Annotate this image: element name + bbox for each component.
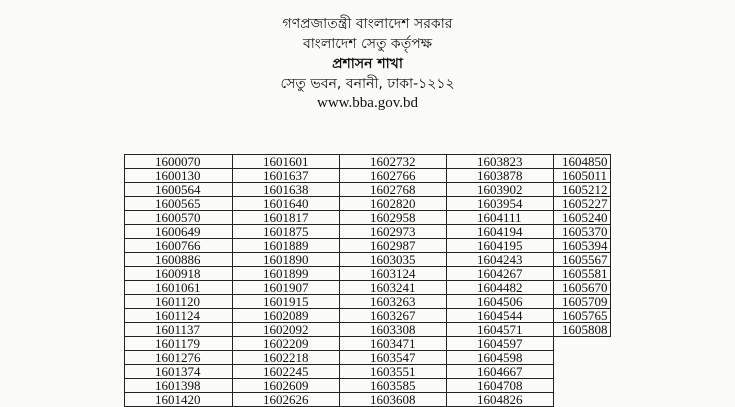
roll-number-cell: 1602609 — [233, 379, 340, 393]
roll-number-cell: 1602973 — [340, 225, 447, 239]
roll-number-cell: 1605765 — [554, 309, 611, 323]
roll-number-cell: 1601124 — [125, 309, 233, 323]
roll-number-cell: 1605011 — [554, 169, 611, 183]
roll-number-cell: 1605808 — [554, 323, 611, 337]
table-row — [125, 169, 611, 183]
roll-number-cell: 1600565 — [125, 197, 233, 211]
roll-number-cell: 1605212 — [554, 183, 611, 197]
roll-number-cell: 1601179 — [125, 337, 233, 351]
roll-number-cell: 1600570 — [125, 211, 233, 225]
roll-number-cell: 1602732 — [340, 155, 447, 169]
roll-number-cell: 1604506 — [447, 295, 554, 309]
roll-number-cell: 1604850 — [554, 155, 611, 169]
roll-number-cell: 1601817 — [233, 211, 340, 225]
authority-name: বাংলাদেশ সেতু কর্তৃপক্ষ — [302, 36, 433, 52]
roll-number-cell: 1602768 — [340, 183, 447, 197]
roll-number-cell: 1604194 — [447, 225, 554, 239]
roll-number-cell: 1601276 — [125, 351, 233, 365]
roll-number-cell: 1600649 — [125, 225, 233, 239]
roll-number-cell: 1603547 — [340, 351, 447, 365]
roll-number-cell: 1604597 — [447, 337, 554, 351]
roll-number-cell: 1601420 — [125, 393, 233, 407]
roll-number-cell: 1603035 — [340, 253, 447, 267]
roll-number-cell: 1600564 — [125, 183, 233, 197]
table-row — [125, 225, 611, 239]
roll-number-cell: 1601120 — [125, 295, 233, 309]
roll-number-cell: 1603263 — [340, 295, 447, 309]
roll-number-cell: 1603551 — [340, 365, 447, 379]
roll-number-cell: 1601637 — [233, 169, 340, 183]
roll-number-cell: 1601907 — [233, 281, 340, 295]
roll-number-cell: 1601899 — [233, 267, 340, 281]
roll-number-cell: 1601890 — [233, 253, 340, 267]
roll-number-cell — [554, 337, 611, 351]
table-row — [125, 323, 611, 337]
table-row — [125, 197, 611, 211]
roll-number-cell: 1600766 — [125, 239, 233, 253]
roll-number-cell: 1605240 — [554, 211, 611, 225]
roll-number-cell: 1603823 — [447, 155, 554, 169]
roll-number-cell: 1601374 — [125, 365, 233, 379]
roll-number-cell: 1602987 — [340, 239, 447, 253]
roll-number-cell: 1604544 — [447, 309, 554, 323]
roll-number-cell: 1605670 — [554, 281, 611, 295]
roll-number-cell: 1604482 — [447, 281, 554, 295]
roll-number-table — [124, 154, 611, 407]
roll-number-cell: 1601137 — [125, 323, 233, 337]
roll-number-cell: 1601638 — [233, 183, 340, 197]
roll-number-cell: 1601398 — [125, 379, 233, 393]
roll-number-cell: 1605567 — [554, 253, 611, 267]
government-title: গণপ্রজাতন্ত্রী বাংলাদেশ সরকার — [282, 16, 453, 32]
roll-number-table-body — [125, 155, 611, 407]
roll-number-cell: 1601601 — [233, 155, 340, 169]
roll-number-cell: 1603902 — [447, 183, 554, 197]
website-link[interactable]: www.bba.gov.bd — [317, 95, 418, 111]
roll-number-cell: 1601061 — [125, 281, 233, 295]
roll-number-cell: 1603608 — [340, 393, 447, 407]
table-row — [125, 211, 611, 225]
roll-number-cell: 1605370 — [554, 225, 611, 239]
table-row — [125, 309, 611, 323]
roll-number-cell: 1602245 — [233, 365, 340, 379]
table-row — [125, 295, 611, 309]
roll-number-cell — [554, 351, 611, 365]
roll-number-cell: 1603471 — [340, 337, 447, 351]
roll-number-cell: 1601915 — [233, 295, 340, 309]
roll-number-cell: 1602958 — [340, 211, 447, 225]
roll-number-cell: 1600918 — [125, 267, 233, 281]
roll-number-cell: 1602218 — [233, 351, 340, 365]
roll-number-cell: 1603241 — [340, 281, 447, 295]
roll-number-cell: 1601875 — [233, 225, 340, 239]
roll-number-cell: 1603878 — [447, 169, 554, 183]
table-row — [125, 281, 611, 295]
roll-number-cell: 1605394 — [554, 239, 611, 253]
roll-number-cell: 1603308 — [340, 323, 447, 337]
roll-number-cell: 1603585 — [340, 379, 447, 393]
roll-number-cell: 1602766 — [340, 169, 447, 183]
roll-number-cell: 1602626 — [233, 393, 340, 407]
roll-number-cell: 1604708 — [447, 379, 554, 393]
roll-number-cell: 1602092 — [233, 323, 340, 337]
table-row — [125, 239, 611, 253]
roll-number-cell: 1602209 — [233, 337, 340, 351]
roll-number-cell: 1604826 — [447, 393, 554, 407]
roll-number-cell: 1602089 — [233, 309, 340, 323]
roll-number-cell: 1604111 — [447, 211, 554, 225]
table-row — [125, 337, 611, 351]
table-row — [125, 365, 611, 379]
table-row — [125, 155, 611, 169]
roll-number-cell: 1601640 — [233, 197, 340, 211]
roll-number-cell: 1605581 — [554, 267, 611, 281]
roll-number-cell: 1604267 — [447, 267, 554, 281]
office-address: সেতু ভবন, বনানী, ঢাকা-১২১২ — [280, 76, 455, 92]
roll-number-cell: 1603954 — [447, 197, 554, 211]
roll-number-cell: 1604598 — [447, 351, 554, 365]
roll-number-cell — [554, 365, 611, 379]
table-row — [125, 183, 611, 197]
roll-number-cell: 1604571 — [447, 323, 554, 337]
document-header — [0, 14, 735, 113]
table-row — [125, 253, 611, 267]
roll-number-cell: 1604243 — [447, 253, 554, 267]
table-row — [125, 379, 611, 393]
roll-number-cell: 1605227 — [554, 197, 611, 211]
roll-number-cell: 1600070 — [125, 155, 233, 169]
roll-number-cell: 1601889 — [233, 239, 340, 253]
roll-number-cell: 1600130 — [125, 169, 233, 183]
department-name: প্রশাসন শাখা — [332, 56, 403, 72]
roll-number-cell: 1604195 — [447, 239, 554, 253]
roll-number-cell: 1603267 — [340, 309, 447, 323]
roll-number-cell: 1603124 — [340, 267, 447, 281]
roll-number-cell: 1600886 — [125, 253, 233, 267]
roll-number-cell: 1604667 — [447, 365, 554, 379]
roll-number-cell: 1605709 — [554, 295, 611, 309]
roll-number-cell: 1602820 — [340, 197, 447, 211]
table-row — [125, 351, 611, 365]
roll-number-cell — [554, 379, 611, 393]
table-row — [125, 267, 611, 281]
